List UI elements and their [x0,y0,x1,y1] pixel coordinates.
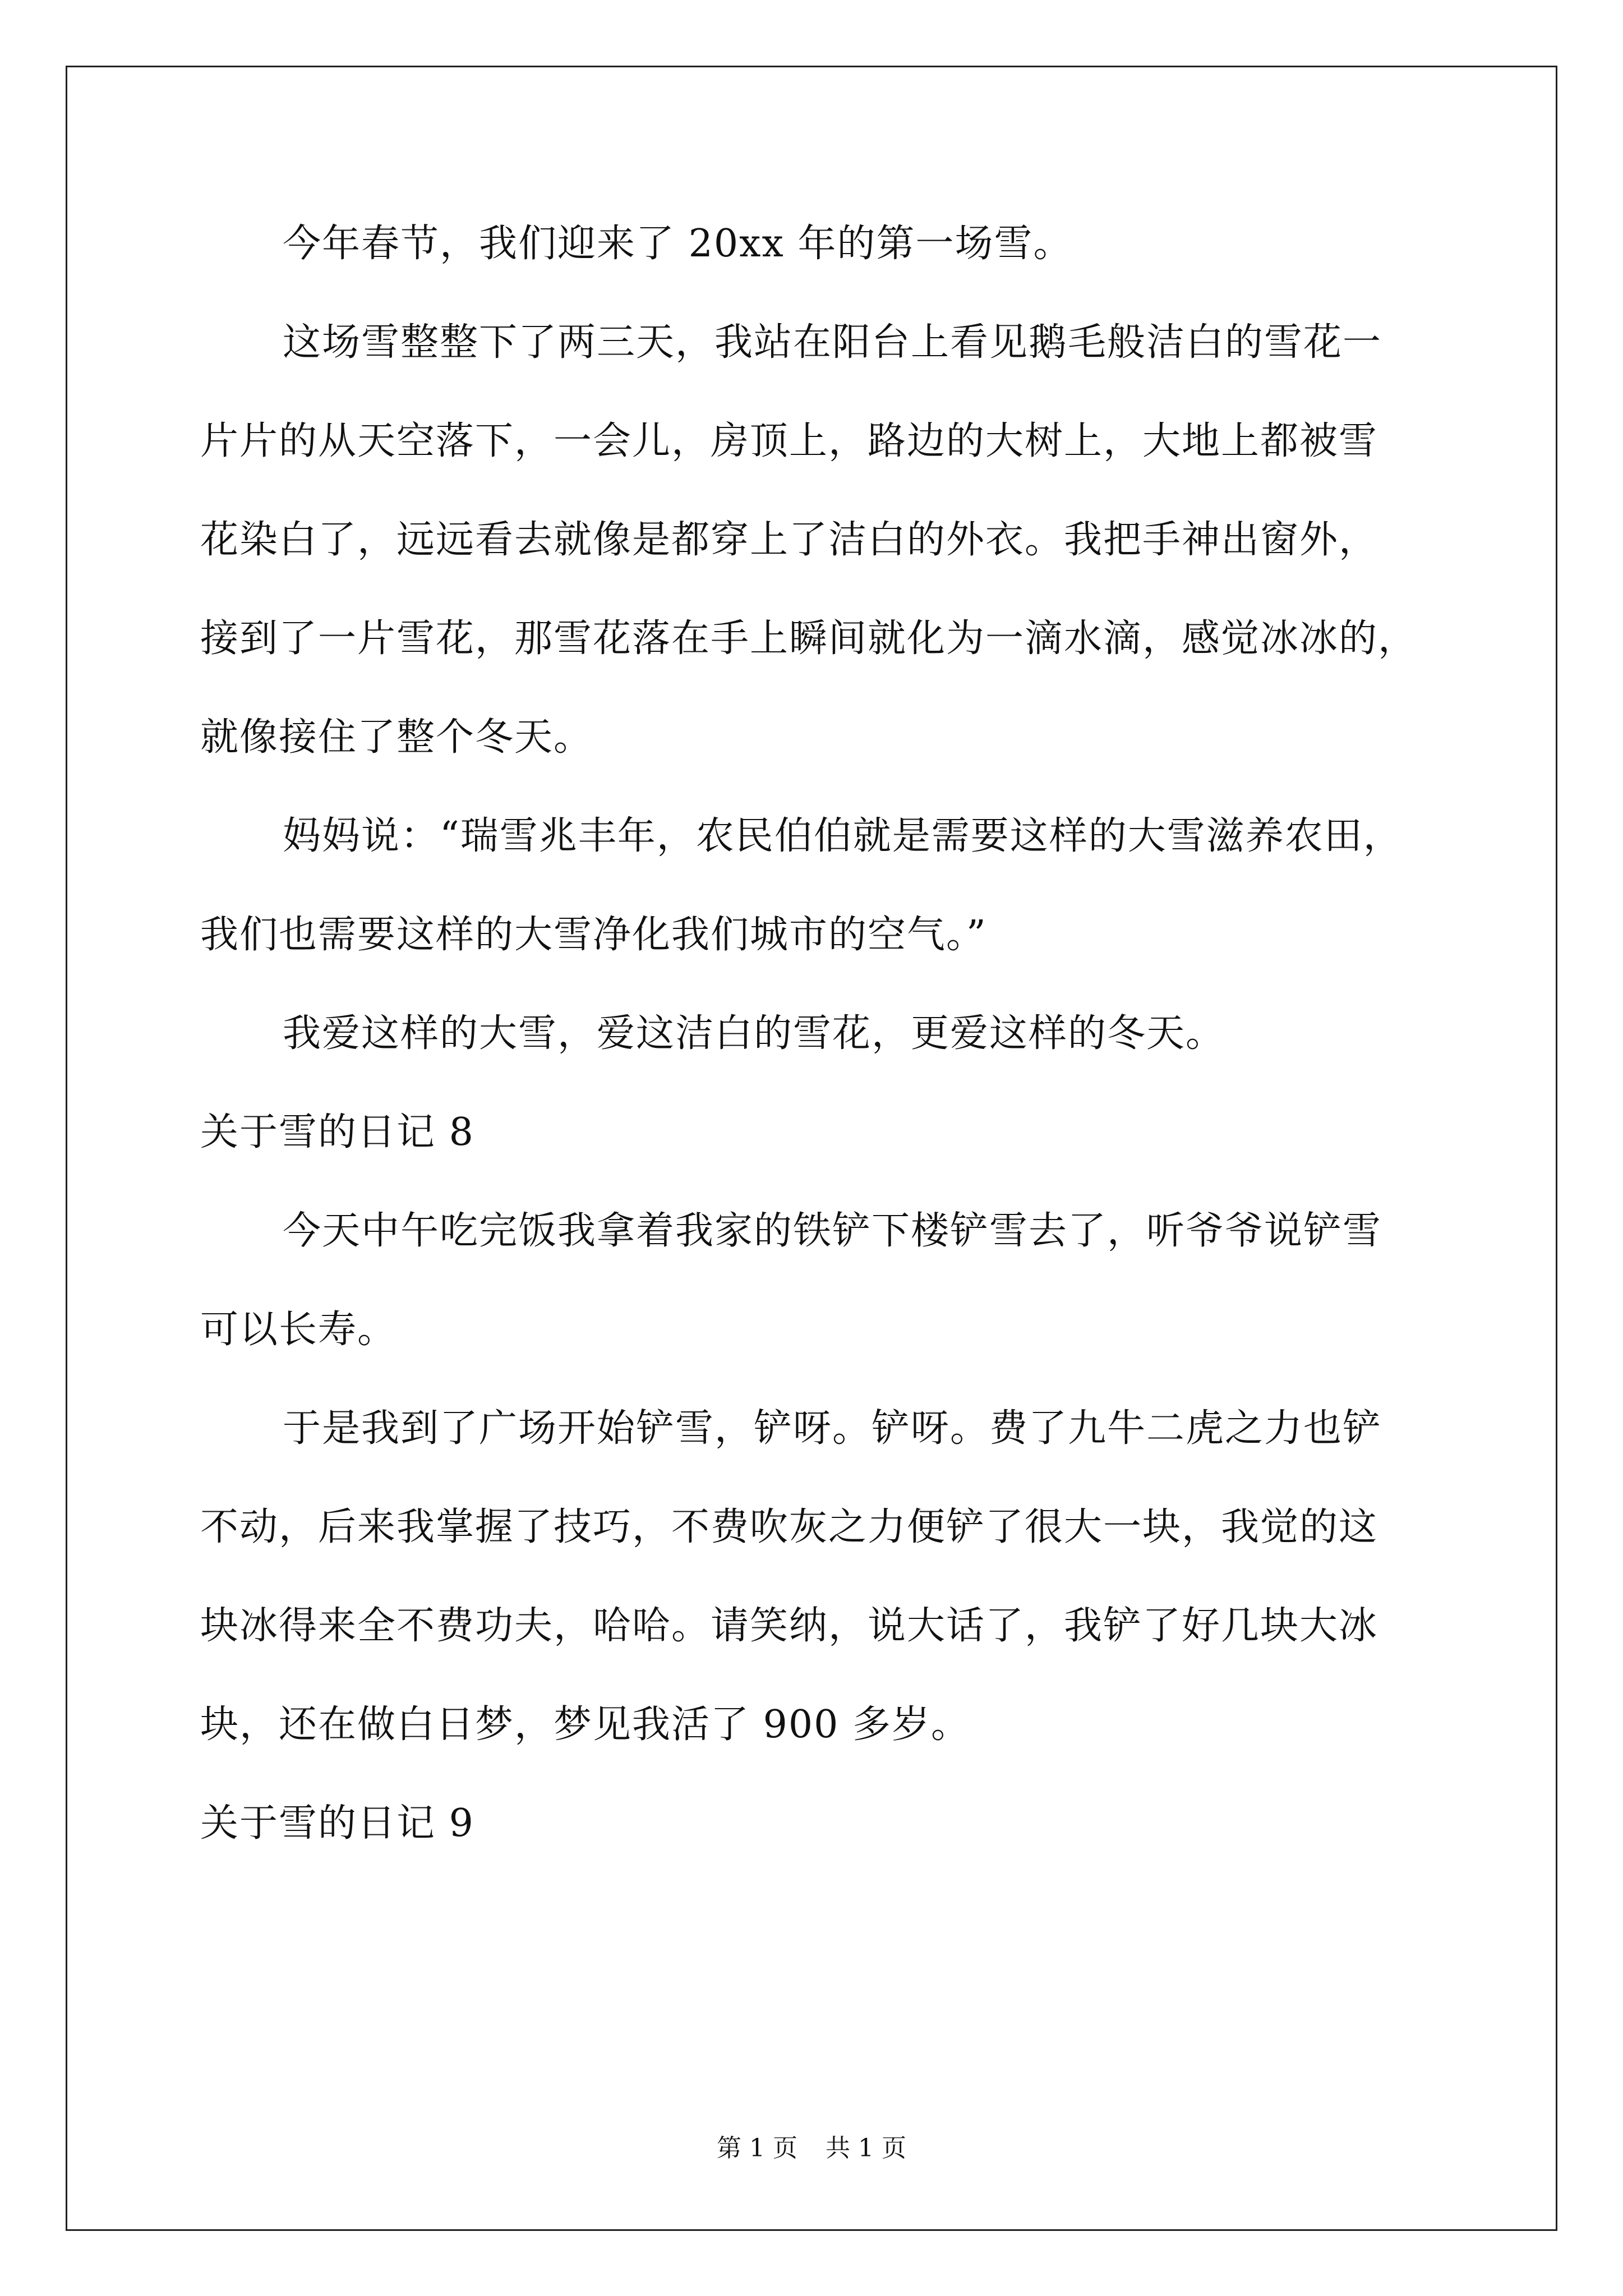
page-footer [0,2132,1623,2165]
paragraph-line: 片片的从天空落下，一会儿，房顶上，路边的大树上，大地上都被雪 [200,419,1378,463]
paragraph-line: 接到了一片雪花，那雪花落在手上瞬间就化为一滴水滴，感觉冰冰的， [200,616,1418,661]
paragraph-line: 花染白了，远远看去就像是都穿上了洁白的外衣。我把手神出窗外， [200,518,1378,562]
paragraph-line: 不动，后来我掌握了技巧，不费吹灰之力便铲了很大一块，我觉的这 [200,1505,1378,1549]
page-number-total: 共 1 页 [826,2134,906,2162]
paragraph-line: 于是我到了广场开始铲雪，铲呀。铲呀。费了九牛二虎之力也铲 [283,1406,1382,1451]
paragraph-line: 今天中午吃完饭我拿着我家的铁铲下楼铲雪去了，听爷爷说铲雪 [283,1209,1382,1253]
paragraph-line: 今年春节，我们迎来了 20xx 年的第一场雪。 [283,222,1073,266]
section-heading: 关于雪的日记 9 [200,1801,474,1846]
paragraph-line: 妈妈说：“瑞雪兆丰年，农民伯伯就是需要这样的大雪滋养农田， [283,814,1403,858]
paragraph-line: 可以长寿。 [200,1308,397,1352]
paragraph-line: 块，还在做白日梦，梦见我活了 900 多岁。 [200,1703,971,1747]
page-number-current: 第 1 页 [717,2134,797,2162]
section-heading: 关于雪的日记 8 [200,1110,474,1154]
paragraph-line: 就像接住了整个冬天。 [200,715,593,760]
paragraph-line: 这场雪整整下了两三天，我站在阳台上看见鹅毛般洁白的雪花一 [283,320,1382,365]
paragraph-line: 我们也需要这样的大雪净化我们城市的空气。” [200,913,987,957]
paragraph-line: 我爱这样的大雪，爱这洁白的雪花，更爱这样的冬天。 [283,1011,1225,1056]
paragraph-line: 块冰得来全不费功夫，哈哈。请笑纳，说大话了，我铲了好几块大冰 [200,1604,1378,1648]
